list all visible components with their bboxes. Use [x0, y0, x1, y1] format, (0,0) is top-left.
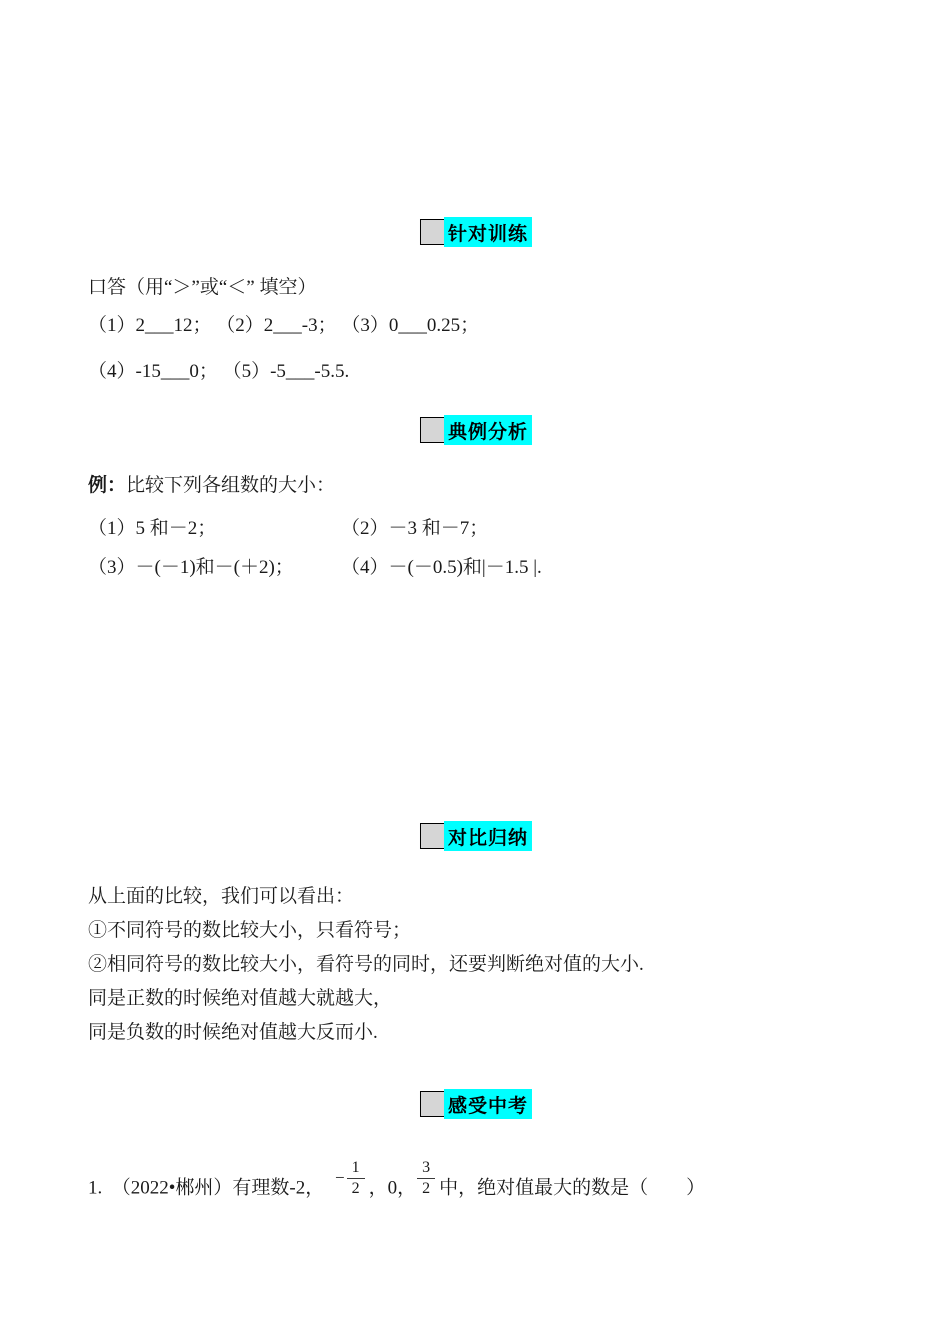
fraction-one-half	[347, 1159, 365, 1199]
banner-gray-tab	[421, 1092, 444, 1116]
example-item-4: （4）－(－0.5)和|－1.5 |.	[341, 557, 542, 578]
banner-gray-tab	[421, 220, 444, 244]
section-banner-training	[420, 219, 530, 245]
summary-line-5: 同是负数的时候绝对值越大反而小.	[88, 1022, 378, 1043]
section-title-training: 针对训练	[444, 217, 532, 247]
training-row-2: （4）-15___0； （5）-5___-5.5.	[88, 361, 350, 382]
example-item-2: （2）－3 和－7；	[341, 518, 489, 539]
summary-line-1: 从上面的比较，我们可以看出：	[88, 886, 355, 907]
section-banner-example	[420, 417, 530, 443]
section-title-summary: 对比归纳	[444, 821, 532, 851]
fraction-denominator: 2	[351, 1180, 360, 1198]
question-suffix-text: 中，绝对值最大的数是（ ）	[439, 1177, 706, 1199]
example-item-1: （1）5 和－2；	[88, 518, 217, 539]
banner-gray-tab	[421, 824, 444, 848]
fraction-three-halves	[417, 1159, 435, 1199]
example-label: 例：	[88, 475, 127, 496]
fraction-minus-sign: −	[334, 1167, 345, 1187]
example-intro-line	[88, 475, 335, 497]
example-items-row-2	[0, 552, 950, 578]
section-title-example: 典例分析	[444, 415, 532, 445]
fraction-numerator: 1	[347, 1159, 365, 1179]
training-row-1: （1）2___12； （2）2___-3； （3）0___0.25；	[88, 315, 480, 336]
summary-line-4: 同是正数的时候绝对值越大就越大，	[88, 988, 393, 1009]
section-title-exam: 感受中考	[444, 1089, 532, 1119]
exam-question-1	[88, 1159, 705, 1199]
example-intro-text: 比较下列各组数的大小：	[126, 475, 336, 496]
question-source-text: （2022•郴州）有理数-2，	[102, 1177, 329, 1199]
section-banner-exam	[420, 1091, 530, 1117]
fraction-numerator: 3	[417, 1159, 435, 1179]
example-items-row-1	[0, 513, 950, 539]
summary-line-3: ②相同符号的数比较大小，看符号的同时，还要判断绝对值的大小.	[88, 954, 644, 975]
summary-line-2: ①不同符号的数比较大小，只看符号；	[88, 920, 412, 941]
question-middle-text: ，0，	[368, 1177, 417, 1199]
fraction-denominator: 2	[422, 1180, 431, 1198]
banner-gray-tab	[421, 418, 444, 442]
training-intro-line: 口答（用“＞”或“＜” 填空）	[88, 277, 317, 298]
example-item-3: （3）－(－1)和－(＋2)；	[88, 557, 294, 578]
question-number: 1.	[88, 1177, 103, 1199]
section-banner-summary	[420, 823, 530, 849]
